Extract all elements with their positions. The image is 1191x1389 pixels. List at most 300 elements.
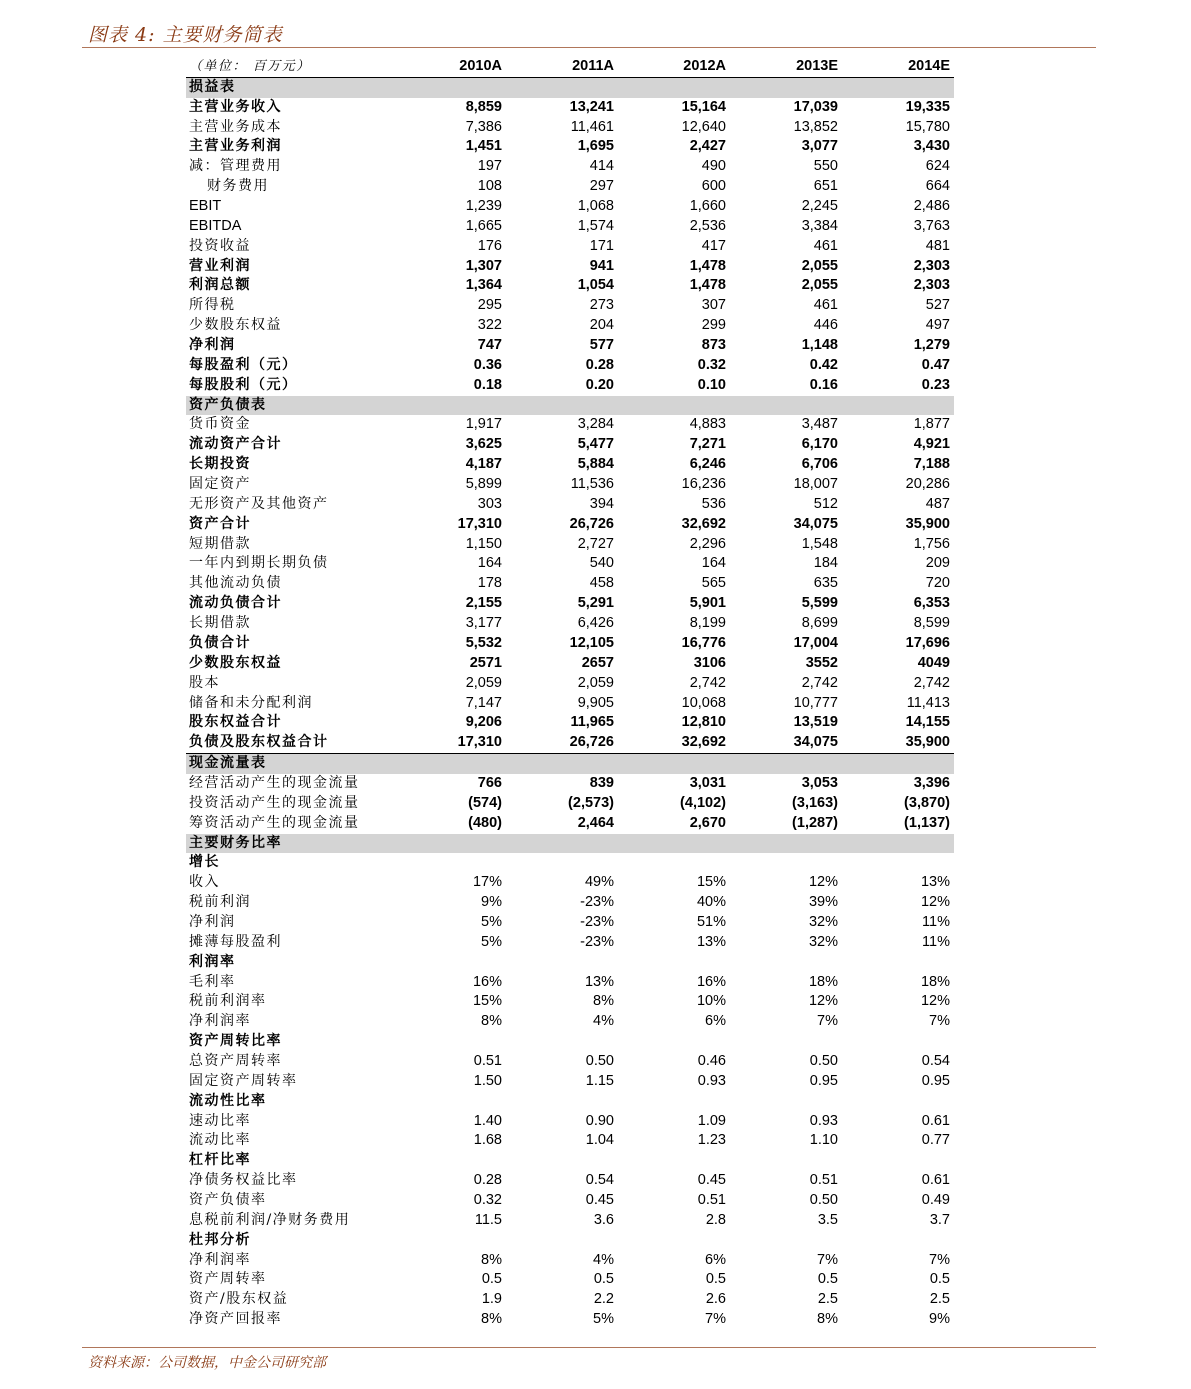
- row-label: 毛利率: [189, 973, 236, 990]
- table-cell: 11%: [922, 933, 950, 950]
- table-cell: 7%: [817, 1251, 838, 1268]
- table-cell: 12%: [808, 993, 838, 1010]
- table-cell: 164: [701, 555, 726, 572]
- table-cell: 0.18: [473, 376, 502, 393]
- table-row: [186, 1072, 954, 1092]
- row-label: 税前利润: [189, 894, 251, 911]
- table-row: [186, 694, 954, 714]
- table-cell: 9%: [481, 894, 502, 911]
- table-cell: 5%: [593, 1311, 614, 1328]
- table-cell: 6%: [705, 1251, 726, 1268]
- table-cell: 4,187: [465, 456, 502, 473]
- table-row: [186, 973, 954, 993]
- table-cell: 14,155: [905, 714, 950, 731]
- table-cell: 2.2: [593, 1291, 614, 1308]
- table-cell: 2,742: [689, 674, 726, 691]
- row-label: 收入: [189, 874, 220, 891]
- table-cell: 0.45: [697, 1172, 726, 1189]
- section-label: 现金流量表: [189, 755, 267, 772]
- table-cell: 651: [813, 178, 838, 195]
- table-cell: 2,303: [913, 257, 950, 274]
- table-cell: 1.09: [697, 1112, 726, 1129]
- table-cell: 0.32: [473, 1191, 502, 1208]
- row-label: 流动比率: [189, 1132, 251, 1149]
- table-cell: 394: [589, 495, 614, 512]
- row-label: 总资产周转率: [189, 1052, 282, 1069]
- row-label: 净债务权益比率: [189, 1172, 298, 1189]
- table-cell: 4,921: [913, 436, 950, 453]
- table-cell: 461: [813, 237, 838, 254]
- row-label: 净利润率: [189, 1251, 251, 1268]
- row-label: 速动比率: [189, 1112, 251, 1129]
- table-cell: 446: [813, 317, 838, 334]
- table-row: [186, 197, 954, 217]
- source-note: 资料来源：公司数据，中金公司研究部: [88, 1355, 326, 1371]
- table-cell: 0.28: [585, 356, 614, 373]
- table-row: [186, 1211, 954, 1231]
- table-cell: 299: [701, 317, 726, 334]
- table-cell: 0.95: [921, 1072, 950, 1089]
- row-label: 所得税: [189, 297, 236, 314]
- table-cell: 0.36: [473, 356, 502, 373]
- table-cell: 18%: [808, 973, 838, 990]
- table-row: [186, 873, 954, 893]
- table-cell: 0.5: [481, 1271, 502, 1288]
- row-label: 流动资产合计: [189, 436, 282, 453]
- row-label: 每股盈利（元）: [189, 356, 298, 373]
- row-label: 资产合计: [189, 515, 251, 532]
- table-cell: 8%: [817, 1311, 838, 1328]
- table-cell: (574): [468, 794, 502, 811]
- table-cell: 0.77: [921, 1132, 950, 1149]
- row-label: 固定资产: [189, 476, 251, 493]
- row-label: 少数股东权益: [189, 317, 282, 334]
- table-header-row: [186, 57, 954, 78]
- table-cell: 3,396: [913, 774, 950, 791]
- table-cell: 873: [701, 337, 726, 354]
- table-cell: 2.6: [705, 1291, 726, 1308]
- table-cell: 2571: [469, 654, 502, 671]
- column-header: 2011A: [572, 58, 614, 74]
- table-cell: 2,742: [801, 674, 838, 691]
- row-label: 净利润: [189, 913, 236, 930]
- table-cell: 10,068: [681, 694, 726, 711]
- table-row: [186, 157, 954, 177]
- table-cell: 2,536: [689, 217, 726, 234]
- table-cell: 7%: [705, 1311, 726, 1328]
- table-cell: 417: [701, 237, 726, 254]
- table-row: [186, 634, 954, 654]
- financial-summary-table: [186, 57, 954, 1330]
- row-label: 负债合计: [189, 634, 251, 651]
- table-cell: 1,148: [801, 337, 838, 354]
- table-cell: 5,884: [577, 456, 614, 473]
- row-label: 财务费用: [207, 178, 269, 195]
- subsection-header: [186, 953, 954, 973]
- table-row: [186, 614, 954, 634]
- table-cell: 527: [925, 297, 950, 314]
- table-cell: 4,883: [689, 416, 726, 433]
- subsection-label: 流动性比率: [189, 1092, 267, 1109]
- figure-title: 图表 4: 主要财务简表: [88, 24, 283, 46]
- table-cell: 17,004: [793, 634, 838, 651]
- subsection-header: [186, 1092, 954, 1112]
- section-header: [186, 396, 954, 416]
- table-cell: 20,286: [905, 476, 950, 493]
- table-row: [186, 376, 954, 396]
- table-cell: 1.23: [697, 1132, 726, 1149]
- table-cell: 0.93: [809, 1112, 838, 1129]
- table-cell: 17,039: [793, 98, 838, 115]
- row-label: 营业利润: [189, 257, 251, 274]
- table-row: [186, 276, 954, 296]
- table-row: [186, 794, 954, 814]
- table-cell: 307: [701, 297, 726, 314]
- table-cell: 1,279: [913, 337, 950, 354]
- table-cell: 273: [589, 297, 614, 314]
- row-label: 股本: [189, 674, 220, 691]
- table-row: [186, 1191, 954, 1211]
- table-row: [186, 893, 954, 913]
- table-cell: 7,147: [465, 694, 502, 711]
- row-label: 储备和未分配利润: [189, 694, 313, 711]
- table-cell: 2,670: [689, 814, 726, 831]
- table-cell: 178: [477, 575, 502, 592]
- row-label: 资产负债率: [189, 1191, 267, 1208]
- table-cell: 32%: [808, 933, 838, 950]
- table-row: [186, 435, 954, 455]
- table-cell: 2,727: [577, 535, 614, 552]
- table-cell: 322: [477, 317, 502, 334]
- table-cell: 164: [477, 555, 502, 572]
- table-cell: (2,573): [568, 794, 614, 811]
- table-row: [186, 535, 954, 555]
- table-cell: 2,427: [689, 138, 726, 155]
- table-cell: 5,899: [465, 476, 502, 493]
- table-cell: 2.5: [817, 1291, 838, 1308]
- table-cell: 7%: [929, 1251, 950, 1268]
- table-cell: (480): [468, 814, 502, 831]
- table-cell: 11,965: [570, 714, 614, 731]
- table-cell: 0.51: [697, 1191, 726, 1208]
- table-cell: 13,519: [793, 714, 838, 731]
- table-cell: 0.50: [585, 1052, 614, 1069]
- row-label: 其他流动负债: [189, 575, 282, 592]
- table-cell: 2,296: [689, 535, 726, 552]
- row-label: 息税前利润/净财务费用: [189, 1211, 351, 1228]
- table-cell: 17,696: [905, 634, 950, 651]
- column-header: 2014E: [908, 58, 950, 74]
- table-cell: -23%: [580, 894, 614, 911]
- table-row: [186, 574, 954, 594]
- table-cell: 0.54: [585, 1172, 614, 1189]
- table-cell: 35,900: [905, 515, 950, 532]
- table-cell: 747: [477, 337, 502, 354]
- table-cell: 3106: [693, 654, 726, 671]
- table-cell: 18%: [920, 973, 950, 990]
- section-label: 资产负债表: [189, 396, 267, 413]
- row-label: 主营业务利润: [189, 138, 282, 155]
- row-label: 净利润: [189, 337, 236, 354]
- table-cell: 8,699: [801, 615, 838, 632]
- table-cell: 0.5: [817, 1271, 838, 1288]
- table-row: [186, 674, 954, 694]
- table-cell: 15,164: [681, 98, 726, 115]
- row-label: 经营活动产生的现金流量: [189, 774, 360, 791]
- table-cell: 171: [589, 237, 614, 254]
- table-cell: 0.10: [697, 376, 726, 393]
- table-row: [186, 1171, 954, 1191]
- table-row: [186, 654, 954, 674]
- table-cell: 197: [477, 158, 502, 175]
- row-label: 货币资金: [189, 416, 251, 433]
- table-cell: 2657: [581, 654, 614, 671]
- table-cell: 766: [477, 774, 502, 791]
- table-cell: 0.51: [809, 1172, 838, 1189]
- table-row: [186, 1112, 954, 1132]
- table-cell: 7%: [817, 1013, 838, 1030]
- table-row: [186, 1052, 954, 1072]
- table-cell: 839: [589, 774, 614, 791]
- table-cell: 5%: [481, 913, 502, 930]
- table-cell: 0.42: [809, 356, 838, 373]
- row-label: 短期借款: [189, 535, 251, 552]
- subsection-header: [186, 1032, 954, 1052]
- table-cell: 1,665: [465, 217, 502, 234]
- table-cell: 4%: [593, 1013, 614, 1030]
- table-cell: 8,199: [689, 615, 726, 632]
- table-cell: (1,137): [904, 814, 950, 831]
- row-label: 每股股利（元）: [189, 376, 298, 393]
- section-label: 损益表: [189, 78, 236, 95]
- table-cell: 108: [477, 178, 502, 195]
- table-cell: 209: [925, 555, 950, 572]
- table-cell: 5%: [481, 933, 502, 950]
- table-cell: 0.50: [809, 1052, 838, 1069]
- table-cell: 3.5: [817, 1211, 838, 1228]
- table-cell: 12%: [808, 874, 838, 891]
- table-cell: 12,105: [569, 634, 614, 651]
- table-cell: 458: [589, 575, 614, 592]
- table-cell: 481: [925, 237, 950, 254]
- column-header: 2013E: [796, 58, 838, 74]
- table-row: [186, 137, 954, 157]
- table-cell: 12,640: [681, 118, 726, 135]
- table-cell: 17%: [472, 874, 502, 891]
- table-cell: 8,859: [465, 98, 502, 115]
- table-cell: 6,426: [577, 615, 614, 632]
- table-cell: 3,384: [801, 217, 838, 234]
- table-row: [186, 98, 954, 118]
- table-cell: -23%: [580, 913, 614, 930]
- table-cell: 414: [589, 158, 614, 175]
- table-row: [186, 455, 954, 475]
- row-label: 资产/股东权益: [189, 1291, 289, 1308]
- table-cell: 26,726: [569, 515, 614, 532]
- table-cell: 0.95: [809, 1072, 838, 1089]
- table-row: [186, 1131, 954, 1151]
- table-cell: 6,246: [689, 456, 726, 473]
- table-cell: 941: [589, 257, 614, 274]
- table-cell: 18,007: [793, 476, 838, 493]
- table-cell: 6,170: [801, 436, 838, 453]
- table-cell: 7,386: [465, 118, 502, 135]
- table-cell: 1,478: [689, 257, 726, 274]
- table-cell: 0.28: [473, 1172, 502, 1189]
- table-cell: 3,177: [465, 615, 502, 632]
- table-cell: 204: [589, 317, 614, 334]
- row-label: 股东权益合计: [189, 714, 282, 731]
- table-cell: 512: [813, 495, 838, 512]
- table-cell: 17,310: [457, 515, 502, 532]
- table-row: [186, 1310, 954, 1330]
- table-cell: 5,901: [689, 595, 726, 612]
- table-cell: 536: [701, 495, 726, 512]
- table-cell: 16,236: [681, 476, 726, 493]
- table-cell: 0.46: [697, 1052, 726, 1069]
- table-cell: 40%: [696, 894, 726, 911]
- table-cell: 1,364: [465, 277, 502, 294]
- table-row: [186, 774, 954, 794]
- table-cell: 497: [925, 317, 950, 334]
- table-cell: 5,532: [465, 634, 502, 651]
- table-cell: 9%: [929, 1311, 950, 1328]
- table-cell: 11%: [922, 913, 950, 930]
- table-cell: 32,692: [681, 515, 726, 532]
- subsection-label: 资产周转比率: [189, 1033, 282, 1050]
- table-cell: 176: [477, 237, 502, 254]
- table-cell: 12%: [920, 894, 950, 911]
- table-cell: 8,599: [913, 615, 950, 632]
- table-cell: 577: [589, 337, 614, 354]
- table-cell: 1,660: [689, 198, 726, 215]
- table-cell: 6%: [705, 1013, 726, 1030]
- row-label: 少数股东权益: [189, 654, 282, 671]
- table-cell: 297: [589, 178, 614, 195]
- table-row: [186, 814, 954, 834]
- table-cell: 16%: [472, 973, 502, 990]
- table-cell: 2,464: [577, 814, 614, 831]
- table-cell: 550: [813, 158, 838, 175]
- table-cell: 664: [925, 178, 950, 195]
- table-cell: 0.23: [921, 376, 950, 393]
- table-row: [186, 1251, 954, 1271]
- table-cell: 5,291: [577, 595, 614, 612]
- table-cell: 635: [813, 575, 838, 592]
- table-row: [186, 336, 954, 356]
- subsection-label: 增长: [189, 854, 220, 871]
- row-label: 长期借款: [189, 615, 251, 632]
- table-cell: 8%: [481, 1013, 502, 1030]
- table-cell: 3,077: [801, 138, 838, 155]
- row-label: 投资活动产生的现金流量: [189, 794, 360, 811]
- table-cell: 11,536: [570, 476, 614, 493]
- table-row: [186, 118, 954, 138]
- table-cell: 0.61: [921, 1112, 950, 1129]
- table-cell: 15%: [696, 874, 726, 891]
- row-label: 无形资产及其他资产: [189, 495, 329, 512]
- table-cell: 1.68: [473, 1132, 502, 1149]
- table-cell: 720: [925, 575, 950, 592]
- table-cell: 0.5: [929, 1271, 950, 1288]
- table-cell: 3,053: [801, 774, 838, 791]
- table-row: [186, 177, 954, 197]
- table-cell: 3552: [805, 654, 838, 671]
- table-cell: 1,548: [801, 535, 838, 552]
- table-row: [186, 217, 954, 237]
- table-row: [186, 1012, 954, 1032]
- column-header: 2012A: [683, 58, 726, 74]
- row-label: 负债及股东权益合计: [189, 734, 329, 751]
- table-cell: 0.16: [809, 376, 838, 393]
- table-row: [186, 475, 954, 495]
- table-cell: 295: [477, 297, 502, 314]
- table-cell: 6,353: [913, 595, 950, 612]
- table-cell: 1,307: [465, 257, 502, 274]
- table-cell: 12%: [920, 993, 950, 1010]
- row-label: 税前利润率: [189, 993, 267, 1010]
- row-label: 固定资产周转率: [189, 1072, 298, 1089]
- table-row: [186, 713, 954, 733]
- table-cell: 0.61: [921, 1172, 950, 1189]
- table-cell: 2,155: [465, 595, 502, 612]
- table-cell: 565: [701, 575, 726, 592]
- subsection-label: 杠杆比率: [189, 1152, 251, 1169]
- table-row: [186, 316, 954, 336]
- subsection-header: [186, 1231, 954, 1251]
- table-cell: 303: [477, 495, 502, 512]
- subsection-header: [186, 1151, 954, 1171]
- row-label: 净资产回报率: [189, 1311, 282, 1328]
- row-label: 筹资活动产生的现金流量: [189, 814, 360, 831]
- row-label: 一年内到期长期负债: [189, 555, 329, 572]
- table-cell: 1.9: [481, 1291, 502, 1308]
- table-cell: 3.6: [593, 1211, 614, 1228]
- section-header: [186, 834, 954, 854]
- table-cell: 13%: [920, 874, 950, 891]
- table-cell: 11,461: [570, 118, 614, 135]
- table-cell: 0.90: [585, 1112, 614, 1129]
- table-cell: 15%: [472, 993, 502, 1010]
- table-cell: 51%: [696, 913, 726, 930]
- table-cell: 8%: [481, 1251, 502, 1268]
- table-cell: 10%: [696, 993, 726, 1010]
- table-cell: -23%: [580, 933, 614, 950]
- table-cell: 1,917: [465, 416, 502, 433]
- section-label: 主要财务比率: [189, 834, 282, 851]
- table-cell: 1,695: [577, 138, 614, 155]
- subsection-label: 利润率: [189, 953, 236, 970]
- table-row: [186, 237, 954, 257]
- table-cell: 0.5: [593, 1271, 614, 1288]
- row-label: 主营业务收入: [189, 98, 282, 115]
- table-cell: 9,206: [465, 714, 502, 731]
- table-cell: 1.40: [473, 1112, 502, 1129]
- table-cell: 2,245: [801, 198, 838, 215]
- table-cell: (3,163): [792, 794, 838, 811]
- table-cell: 15,780: [905, 118, 950, 135]
- table-cell: (4,102): [680, 794, 726, 811]
- table-row: [186, 733, 954, 754]
- table-cell: 490: [701, 158, 726, 175]
- table-cell: 1,574: [577, 217, 614, 234]
- row-label: 投资收益: [189, 237, 251, 254]
- table-cell: 16%: [696, 973, 726, 990]
- table-cell: 17,310: [457, 734, 502, 751]
- table-row: [186, 992, 954, 1012]
- table-cell: 8%: [481, 1311, 502, 1328]
- table-cell: 32%: [808, 913, 838, 930]
